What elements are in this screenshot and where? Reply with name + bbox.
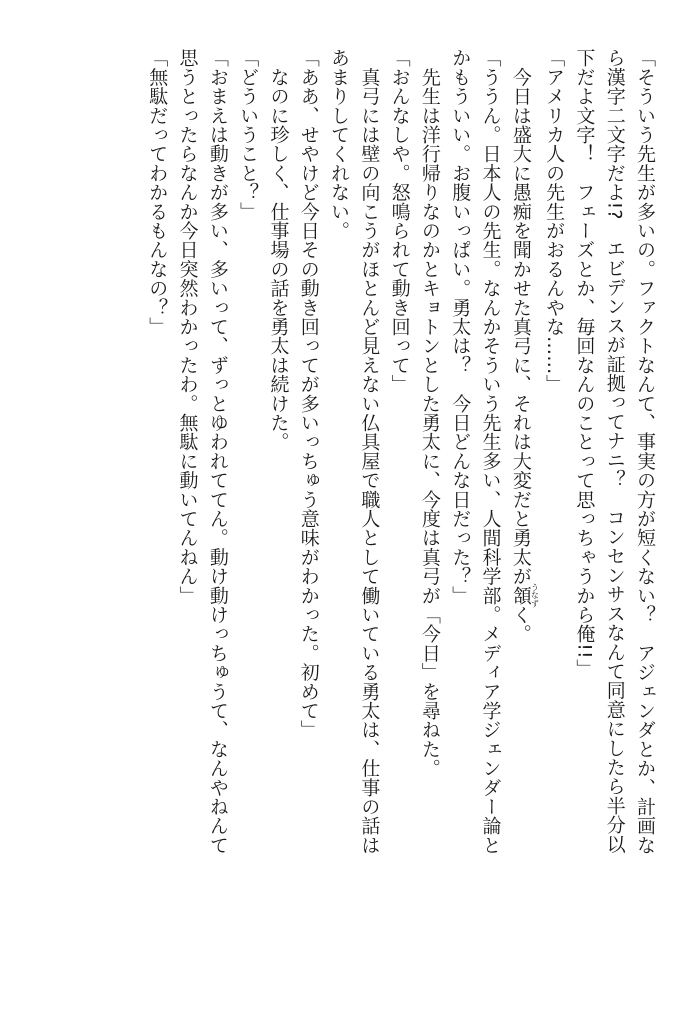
text-line-1: 「そういう先生が多いの。ファクトなんて、事実の方が短くない？ アジェンダとか、計画な (634, 48, 656, 855)
text-line-5 (506, 48, 539, 978)
text-line-2: ら漢字二文字だよ!? エビデンスが証拠ってナニ？ コンセンサスなんて同意にしたら半分以 (603, 48, 626, 854)
text-line-11: あまりしてくれない。 (328, 48, 351, 240)
text-line-14: 「どういうこと？」 (237, 48, 260, 221)
text-line-7: かもういい。お腹いっぱい。勇太は？ 今日どんな日だった？」 (449, 48, 472, 605)
text-line-8: 先生は洋行帰りなのかとキョトンとした勇太に、今度は真弓が「今日」を尋ねた。 (418, 48, 441, 778)
text-line-13: なのに珍しく、仕事場の話を勇太は続けた。 (267, 48, 290, 452)
text-line-5-tail: く。 (509, 604, 532, 644)
text-line-9: 「おんなしや。怒鳴られて動き回って」 (388, 48, 411, 394)
text-line-16: 思うとったらなんか今日突然わかったわ。無駄に動いてんねん」 (176, 48, 199, 605)
text-line-17: 「無駄だってわかるもんなの？」 (146, 48, 169, 336)
ruby-word (509, 582, 540, 608)
text-line-15: 「おまえは動きが多い、多いって、ずっとゆわれててん。動け動けっちゅうて、なんやねんて (206, 48, 229, 855)
text-line-5-main: 今日は盛大に愚痴を聞かせた真弓に、それは大変だと勇太が (509, 48, 532, 586)
ruby-base: 頷 (509, 582, 532, 608)
text-line-6: 「ううん。日本人の先生。なんかそういう先生多い、人間科学部。メディア学ジェンダー論と (479, 48, 502, 855)
text-line-10: 真弓には壁の向こうがほとんど見えない仏具屋で職人として働いている勇太は、仕事の話は (358, 48, 381, 855)
ruby-reading: うなず (530, 582, 540, 608)
vertical-text-body (142, 48, 660, 978)
text-line-3: 下だよ文字！ フェーズとか、毎回なんのことって思っちゃうから俺!!」 (573, 48, 596, 679)
text-line-12: 「ああ、せやけど今日その動き回ってが多いっちゅう意味がわかった。初めて」 (297, 48, 320, 740)
text-line-4: 「アメリカ人の先生がおるんやな……」 (543, 48, 566, 394)
